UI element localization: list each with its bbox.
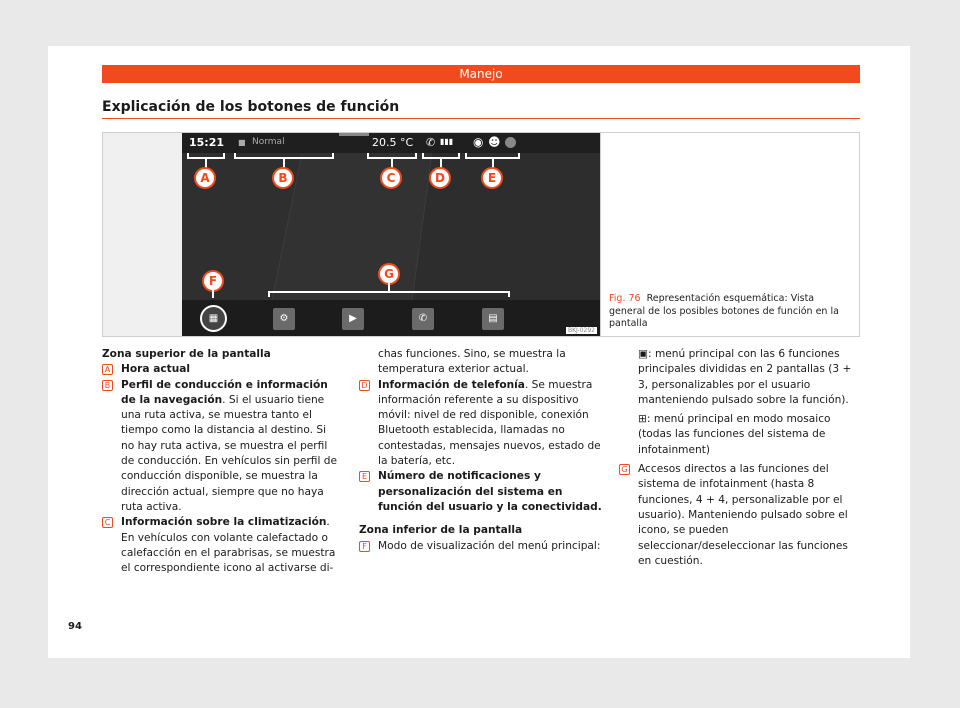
- item-d-title: Información de telefonía: [378, 378, 525, 391]
- item-b-title: Perfil de conducción e información de la navegación: [121, 378, 328, 406]
- figure-caption: [609, 293, 853, 331]
- screen-profile: Normal: [252, 137, 285, 147]
- item-f-text: Modo de visualización del menú principal:: [378, 539, 601, 552]
- item-d-text: . Se muestra información referente a su dispositivo móvil: nivel de red disponible, conexión Bluetooth establecida, llamadas no contestadas, mensajes nuevos, estado de la batería, etc.: [378, 378, 601, 468]
- notification-badge: [505, 137, 516, 148]
- letter-d: D: [359, 380, 370, 391]
- letter-a: A: [102, 364, 113, 375]
- item-c-continuation: chas funciones. Sino, se muestra la temperatura exterior actual.: [378, 348, 566, 376]
- section-header: Manejo: [102, 65, 860, 83]
- car-data-icon[interactable]: ▤: [482, 308, 504, 330]
- item-c-text: . En vehículos con volante calefactado o calefacción en el parabrisas, se muestra el correspondiente icono al activarse di-: [121, 516, 336, 575]
- handle-indicator: [339, 133, 369, 136]
- grid-menu-icon[interactable]: ▦: [200, 305, 227, 332]
- item-d: [359, 378, 604, 470]
- callout-f: F: [202, 270, 224, 292]
- item-c-title: Información sobre la climatización: [121, 516, 327, 529]
- letter-g: G: [619, 464, 630, 475]
- letter-b: B: [102, 380, 113, 391]
- figure-caption-text: Representación esquemática: Vista general de los posibles botones de función en la pantalla: [609, 293, 839, 329]
- user-icon: ☻: [488, 135, 501, 149]
- item-g: [619, 462, 864, 569]
- screen-time: 15:21: [189, 136, 225, 149]
- item-b-text: . Si el usuario tiene una ruta activa, se muestra tanto el tiempo como la distancia al destino. Si no hay ruta activa, se muestra el perfil de conducción. En vehículos sin perfil de conducción disponible, se muestra la dirección actual, siempre que no haya ruta activa.: [121, 393, 338, 513]
- figure-number: Fig. 76: [609, 293, 641, 304]
- item-g-text: Accesos directos a las funciones del sistema de infotainment (hasta 8 funciones, 4 + 4, personalizable por el usuario). Manteniendo pulsado sobre el icono, se pueden seleccionar/deseleccionar las funciones en cuestión.: [638, 463, 848, 567]
- phone-icon: ✆: [426, 136, 436, 149]
- item-a: [102, 362, 342, 377]
- callout-c: C: [380, 167, 402, 189]
- car-icon: ■: [238, 138, 246, 147]
- manual-page: [48, 46, 910, 658]
- screen-temperature: 20.5 °C: [372, 136, 414, 149]
- play-icon[interactable]: ▶: [342, 308, 364, 330]
- bracket-g: [268, 291, 510, 297]
- phone-shortcut-icon[interactable]: ✆: [412, 308, 434, 330]
- sub-item-carousel: [619, 347, 864, 408]
- item-e-title: Número de notificaciones y personalización del sistema en función del usuario y la conectividad.: [378, 470, 602, 513]
- callout-line-f: [212, 290, 214, 298]
- column-1: [102, 347, 342, 576]
- item-f: [359, 539, 604, 554]
- settings-icon[interactable]: ⚙: [273, 308, 295, 330]
- callout-e: E: [481, 167, 503, 189]
- item-a-title: Hora actual: [121, 363, 191, 376]
- infotainment-screen: [182, 133, 601, 336]
- page-title: Explicación de los botones de función: [102, 99, 400, 115]
- callout-line-g: [388, 283, 390, 291]
- signal-icon: ▮▮▮: [440, 137, 454, 146]
- letter-e: E: [359, 471, 370, 482]
- item-b: [102, 378, 342, 516]
- item-e: [359, 469, 604, 515]
- letter-f: F: [359, 541, 370, 552]
- page-number: 94: [68, 621, 82, 632]
- section-lower-title: Zona inferior de la pantalla: [359, 524, 523, 537]
- figure-76: [102, 132, 860, 337]
- title-rule: [102, 118, 860, 119]
- item-c: [102, 515, 342, 576]
- callout-b: B: [272, 167, 294, 189]
- section-upper-title: Zona superior de la pantalla: [102, 348, 271, 360]
- sub-item-mosaic: [619, 412, 864, 458]
- carousel-menu-icon: ▣: [638, 348, 649, 360]
- globe-icon: ◉: [473, 135, 484, 149]
- column-3: [619, 347, 864, 569]
- figure-ref-code: BKJ-0292: [567, 327, 595, 334]
- callout-a: A: [194, 167, 216, 189]
- column-2: [359, 347, 604, 554]
- callout-d: D: [429, 167, 451, 189]
- mosaic-menu-icon: ⊞: [638, 413, 647, 426]
- sub-item-carousel-text: : menú principal con las 6 funciones principales divididas en 2 pantallas (3 + 3, personalizables por el usuario manteniendo pulsado sobre la función).: [638, 348, 852, 406]
- sub-item-mosaic-text: : menú principal en modo mosaico (todas las funciones del sistema de infotainment): [638, 413, 831, 456]
- bottom-bar: [182, 300, 601, 336]
- letter-c: C: [102, 517, 113, 528]
- callout-g: G: [378, 263, 400, 285]
